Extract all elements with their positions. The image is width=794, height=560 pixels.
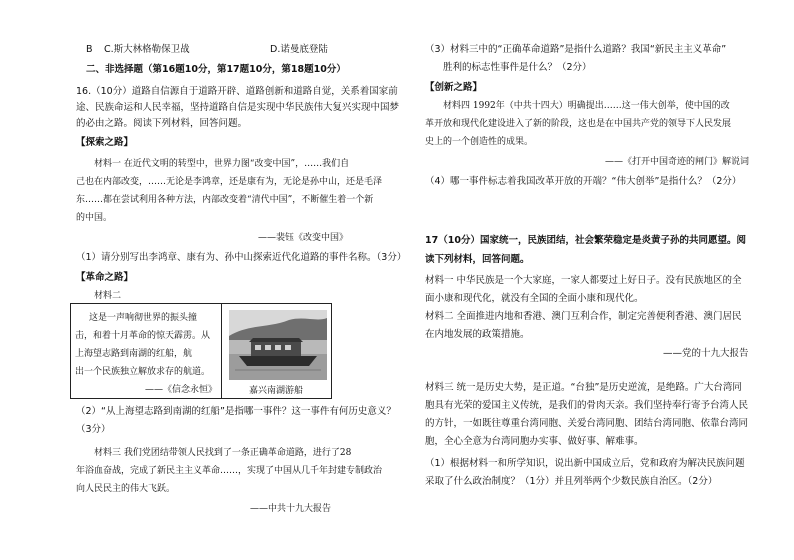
q16-line-1: 16.（10分）道路自信源自于道路开辟、道路创新和道路自觉，关系着国家前 xyxy=(76,86,398,97)
q16-3-line-2: 胜利的标志性事件是什么？（2分） xyxy=(443,62,592,73)
option-c: C.斯大林格勒保卫战 xyxy=(104,44,190,55)
m17-2-line-2: 在内地发展的政策措施。 xyxy=(425,329,530,340)
m2-box-line-2: 击，和着十月革命的惊天霹雳。从 xyxy=(75,331,211,341)
q16-2-line-2: （3分） xyxy=(76,424,111,435)
m1-line-2: 己也在内部改变，……无论是李鸿章，还是康有为，无论是孙中山，还是毛泽 xyxy=(76,177,383,187)
q16-3-line-1: （3）材料三中的“正确革命道路”是指什么道路？我国“新民主主义革命” xyxy=(425,44,727,55)
q16-2-line-1: （2）“从上海望志路到南湖的红船”是指哪一事件？这一事件有何历史意义？ xyxy=(76,406,396,417)
m4-line-1: 材料四 1992年（中共十四大）明确提出……这一伟大创举，使中国的改 xyxy=(443,101,730,111)
q16-4: （4）哪一事件标志着我国改革开放的开端？“伟大创举”是指什么？（2分） xyxy=(425,176,742,187)
red-boat-photo xyxy=(229,310,327,380)
section-heading: 二、非选择题（第16题10分，第17题10分，第18题10分） xyxy=(86,64,346,75)
q16-1: （1）请分别写出李鸿章、康有为、孙中山探索近代化道路的事件名称。（3分） xyxy=(76,252,407,263)
innovation-heading: 【创新之路】 xyxy=(425,82,483,93)
m4-source: ——《打开中国奇迹的闸门》解说词 xyxy=(605,157,750,167)
m2-box-source: ——《信念永恒》 xyxy=(145,385,218,395)
m17-3-line-1: 材料三 统一是历史大势，是正道。“台独”是历史逆流，是绝路。广大台湾同 xyxy=(425,382,742,393)
right-column xyxy=(397,0,794,560)
m17-1-line-2: 面小康和现代化，就没有全国的全面小康和现代化。 xyxy=(425,293,644,304)
m17-3-line-3: 的方针，一如既往尊重台湾同胞、关爱台湾同胞、团结台湾同胞、依靠台湾同 xyxy=(425,418,749,429)
m4-line-3: 史上的一个创造性的成果。 xyxy=(425,137,534,147)
q16-line-2: 途、民族命运和人民幸福，坚持道路自信是实现中华民族伟大复兴实现中国梦 xyxy=(76,102,400,113)
m2-box-line-4: 出一个民族独立解放求存的航道。 xyxy=(75,367,211,377)
m3-line-3: 向人民民主的伟大飞跃。 xyxy=(76,484,176,494)
material-2-box xyxy=(70,303,332,399)
m4-line-2: 革开放和现代化建设进入了新的阶段，这也是在中国共产党的领导下人民发展 xyxy=(425,119,732,129)
m2-box-line-3: 上海望志路到南湖的红船，航 xyxy=(75,349,193,359)
q17-line-1: 17（10分）国家统一，民族团结，社会繁荣稳定是炎黄子孙的共同愿望。阅 xyxy=(425,235,746,246)
q17-1-line-1: （1）根据材料一和所学知识，说出新中国成立后，党和政府为解决民族问题 xyxy=(425,458,745,469)
m17-1-line-1: 材料一 中华民族是一个大家庭，一家人都要过上好日子。没有民族地区的全 xyxy=(425,275,742,286)
box-divider xyxy=(221,304,222,398)
m2-box-line-1: 这是一声响彻世界的振头撞 xyxy=(89,313,198,323)
photo-caption: 嘉兴南湖游船 xyxy=(249,386,304,396)
m3-line-1: 材料三 我们党团结带领人民找到了一条正确革命道路，进行了28 xyxy=(94,448,352,458)
m1-line-1: 材料一 在近代文明的转型中，世界力图“改变中国”，……我们自 xyxy=(94,159,350,169)
option-d: D.诺曼底登陆 xyxy=(270,44,328,55)
m3-line-2: 年浴血奋战，完成了新民主主义革命……，实现了中国从几千年封建专制政治 xyxy=(76,466,383,476)
q16-line-3: 的必由之路。阅读下列材料，回答问题。 xyxy=(76,118,248,129)
explore-heading: 【探索之路】 xyxy=(76,137,134,148)
m1-line-4: 的中国。 xyxy=(76,213,113,223)
m3-source: ——中共十九大报告 xyxy=(250,504,332,514)
m17-3-line-4: 胞，全心全意为台湾同胞办实事、做好事、解难事。 xyxy=(425,436,644,447)
q17-line-2: 读下列材料，回答问题。 xyxy=(425,254,530,265)
m2-label: 材料二 xyxy=(94,291,122,301)
m1-line-3: 东……都在尝试利用各种方法，内部改变着“清代中国”，不断催生着一个新 xyxy=(76,195,374,205)
m17-2-source: ——党的十九大报告 xyxy=(663,348,749,359)
m17-2-line-1: 材料二 全面推进内地和香港、澳门互利合作，制定完善便利香港、澳门居民 xyxy=(425,311,742,322)
option-b: B xyxy=(86,44,93,55)
q17-1-line-2: 采取了什么政治制度？（1分）并且列举两个少数民族自治区。（2分） xyxy=(425,476,718,487)
m1-source: ——裴钰《改变中国》 xyxy=(258,233,349,243)
revolution-heading: 【革命之路】 xyxy=(76,272,134,283)
m17-3-line-2: 胞具有光荣的爱国主义传统，是我们的骨肉天亲。我们坚持奉行寄予台湾人民 xyxy=(425,400,749,411)
